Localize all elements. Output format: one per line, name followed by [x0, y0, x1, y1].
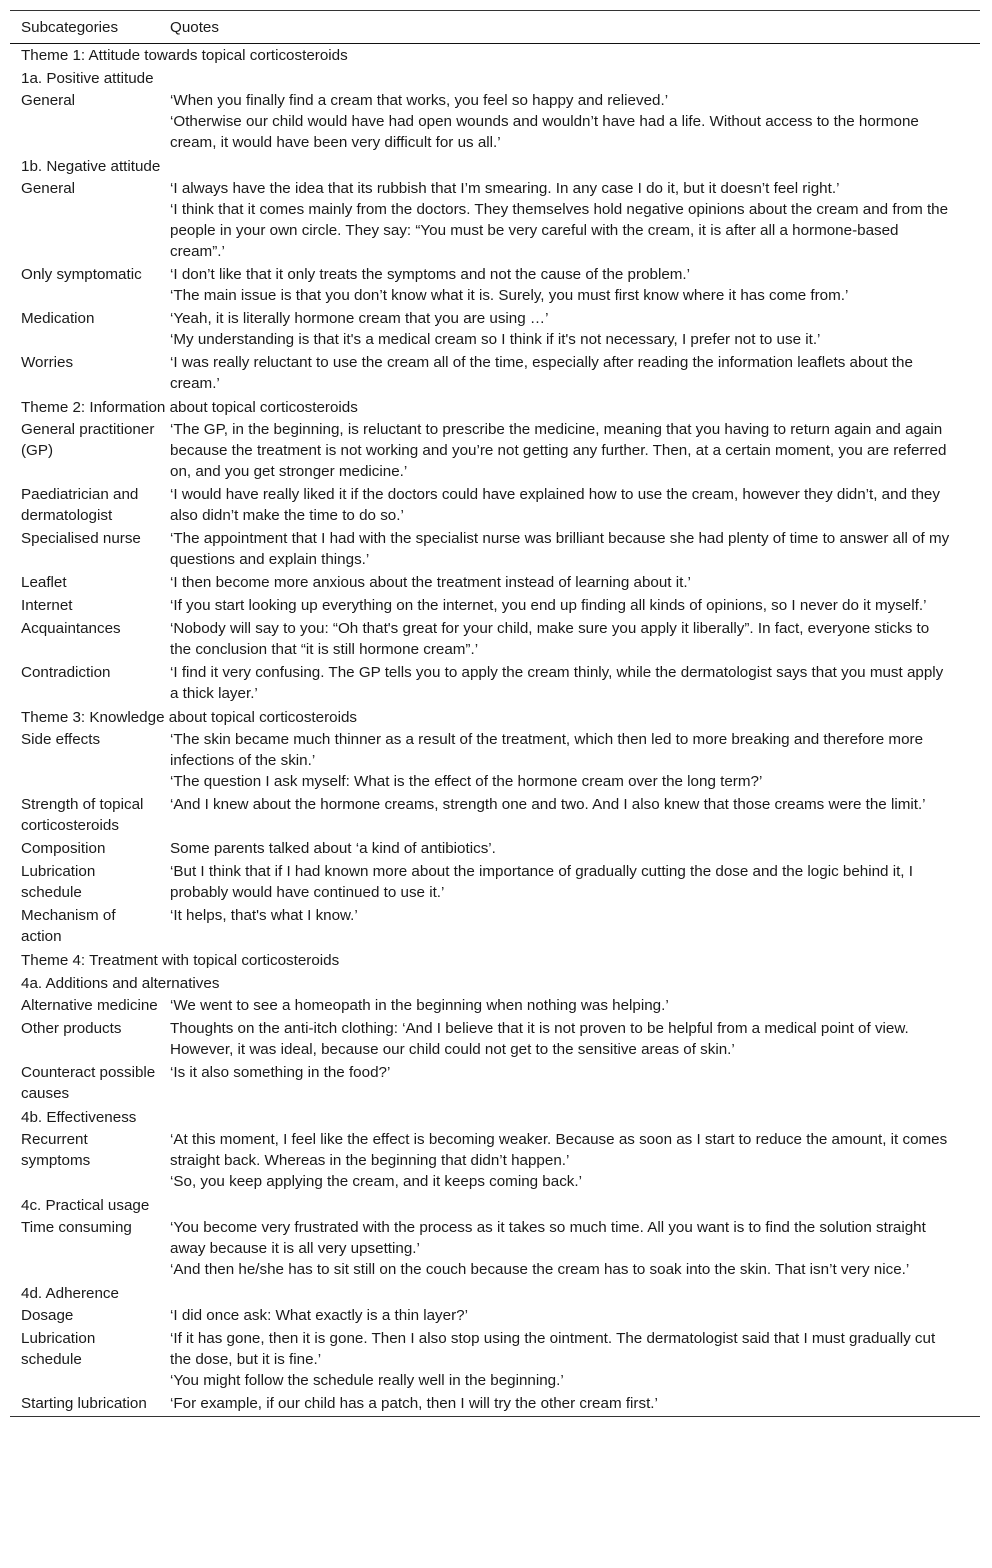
subcategory-label: Specialised nurse	[21, 530, 141, 547]
subcategory-label: Composition	[21, 840, 106, 857]
subcategory-label: General	[21, 180, 76, 197]
section-heading: 4d. Adherence	[21, 1285, 119, 1302]
quote-text: Thoughts on the anti-itch clothing: ‘And I believe that it is not proven to be helpful from a medical point of view. However, it was ideal, because our child could not get to the sensitive areas of skin.’	[170, 1020, 909, 1058]
table-row	[10, 484, 980, 528]
section-heading: Theme 4: Treatment with topical corticosteroids	[21, 952, 340, 969]
table-row	[10, 1393, 980, 1416]
quote-text: ‘The GP, in the beginning, is reluctant to prescribe the medicine, meaning that you having to return again and again because the treatment is not working and you’re not getting any further. Then, at a certain moment, you are referred on, and you get stronger medicine.’	[170, 421, 947, 480]
quotes-cell	[160, 264, 950, 306]
quote-text: ‘I would have really liked it if the doctors could have explained how to use the cream, however they didn’t, and they also didn’t make the time to do so.’	[170, 486, 940, 524]
subcategory-label: Time consuming	[21, 1219, 132, 1236]
subcategory-label: Lubrication schedule	[21, 1330, 96, 1368]
quote-text: ‘The skin became much thinner as a result of the treatment, which then led to more breaking and therefore more infections of the skin.’	[170, 731, 924, 769]
quote-text: ‘Is it also something in the food?’	[170, 1064, 391, 1081]
table-row	[10, 905, 980, 949]
section-heading: Theme 1: Attitude towards topical corticosteroids	[21, 47, 348, 64]
table-row	[10, 618, 980, 662]
quotes-cell	[160, 995, 950, 1016]
quotes-cell	[160, 419, 950, 482]
section-heading: 4c. Practical usage	[21, 1197, 150, 1214]
quote-text: ‘And then he/she has to sit still on the couch because the cream has to soak into the skin. That isn’t very nice.’	[170, 1261, 910, 1278]
quote-text: ‘But I think that if I had known more about the importance of gradually cutting the dose and the logic behind it, I probably would have continued to use it.’	[170, 863, 913, 901]
subcategory-label: Recurrent symptoms	[21, 1131, 91, 1169]
table-row	[10, 308, 980, 352]
table-row	[10, 1328, 980, 1393]
quote-text: ‘I always have the idea that its rubbish that I’m smearing. In any case I do it, but it doesn’t feel right.’	[170, 180, 840, 197]
section-heading: Theme 3: Knowledge about topical corticosteroids	[21, 709, 358, 726]
quote-text: ‘You might follow the schedule really well in the beginning.’	[170, 1372, 564, 1389]
quote-text: ‘We went to see a homeopath in the beginning when nothing was helping.’	[170, 997, 669, 1014]
section-heading: 4b. Effectiveness	[21, 1109, 137, 1126]
table-row	[10, 1062, 980, 1106]
table-row	[10, 995, 980, 1018]
subcategory-label: Counteract possible causes	[21, 1064, 156, 1102]
table-row	[10, 572, 980, 595]
quote-text: ‘Yeah, it is literally hormone cream that you are using …’	[170, 310, 549, 327]
quote-text: ‘I then become more anxious about the treatment instead of learning about it.’	[170, 574, 691, 591]
quotes-cell	[160, 1305, 950, 1326]
table-row	[10, 595, 980, 618]
quotes-cell	[160, 90, 950, 153]
header-quotes: Quotes	[170, 19, 219, 36]
table-row	[10, 1217, 980, 1282]
table-row	[10, 1305, 980, 1328]
quote-text: ‘I did once ask: What exactly is a thin layer?’	[170, 1307, 468, 1324]
subcategory-label: Acquaintances	[21, 620, 121, 637]
table-row	[10, 419, 980, 484]
quote-text: ‘I don’t like that it only treats the symptoms and not the cause of the problem.’	[170, 266, 691, 283]
section-heading: 1a. Positive attitude	[21, 70, 154, 87]
table-row	[10, 1018, 980, 1062]
subcategory-label: Leaflet	[21, 574, 67, 591]
table-row	[10, 861, 980, 905]
quote-text: ‘If it has gone, then it is gone. Then I also stop using the ointment. The dermatologist said that I must gradually cut the dose, but it is fine.’	[170, 1330, 936, 1368]
section-heading: Theme 2: Information about topical corticosteroids	[21, 399, 358, 416]
quote-text: Some parents talked about ‘a kind of antibiotics’.	[170, 840, 496, 857]
quote-text: ‘It helps, that's what I know.’	[170, 907, 358, 924]
quotes-cell	[160, 528, 950, 570]
table-header	[10, 11, 980, 44]
header-subcategories: Subcategories	[21, 19, 119, 36]
quote-text: ‘For example, if our child has a patch, then I will try the other cream first.’	[170, 1395, 658, 1412]
quotes-cell	[160, 729, 950, 792]
table-row	[10, 352, 980, 396]
table-body	[10, 44, 980, 1416]
quotes-cell	[160, 1062, 950, 1104]
table-row	[10, 838, 980, 861]
table-row	[10, 90, 980, 155]
quotes-table	[10, 10, 980, 1417]
subcategory-label: Other products	[21, 1020, 122, 1037]
quotes-cell	[160, 1328, 950, 1391]
subcategory-label: Lubrication schedule	[21, 863, 96, 901]
quote-text: ‘I find it very confusing. The GP tells you to apply the cream thinly, while the dermatologist says that you must apply a thick layer.’	[170, 664, 944, 702]
quote-text: ‘If you start looking up everything on the internet, you end up finding all kinds of opinions, so I never do it myself.’	[170, 597, 927, 614]
subcategory-label: Medication	[21, 310, 95, 327]
quotes-cell	[160, 308, 950, 350]
subcategory-label: Side effects	[21, 731, 101, 748]
quotes-cell	[160, 794, 950, 836]
quote-text: ‘The question I ask myself: What is the effect of the hormone cream over the long term?’	[170, 773, 763, 790]
quotes-cell	[160, 1129, 950, 1192]
section-heading: 1b. Negative attitude	[21, 158, 161, 175]
quotes-cell	[160, 1217, 950, 1280]
quotes-cell	[160, 618, 950, 660]
quotes-cell	[160, 178, 950, 262]
quote-text: ‘So, you keep applying the cream, and it keeps coming back.’	[170, 1173, 582, 1190]
quote-text: ‘Otherwise our child would have had open wounds and wouldn’t have had a life. Without access to the hormone cream, it would have been very difficult for us all.’	[170, 113, 919, 151]
subcategory-label: Worries	[21, 354, 74, 371]
quote-text: ‘Nobody will say to you: “Oh that's great for your child, make sure you apply it liberally”. In fact, everyone sticks to the conclusion that “it is still hormone cream”.’	[170, 620, 930, 658]
subcategory-label: Mechanism of action	[21, 907, 116, 945]
quote-text: ‘At this moment, I feel like the effect is becoming weaker. Because as soon as I start to reduce the amount, it comes straight back. Whereas in the beginning that didn’t happen.’	[170, 1131, 948, 1169]
quotes-cell	[160, 484, 950, 526]
quotes-cell	[160, 1393, 950, 1414]
quotes-cell	[160, 861, 950, 903]
subcategory-label: General	[21, 92, 76, 109]
subcategory-label: Contradiction	[21, 664, 111, 681]
table-row	[10, 264, 980, 308]
subcategory-label: Strength of topical corticosteroids	[21, 796, 144, 834]
quote-text: ‘You become very frustrated with the process as it takes so much time. All you want is to find the solution straight away because it is all very upsetting.’	[170, 1219, 926, 1257]
table-row	[10, 662, 980, 706]
subcategory-label: Starting lubrication	[21, 1395, 147, 1412]
quotes-cell	[160, 572, 950, 593]
quote-text: ‘When you finally find a cream that works, you feel so happy and relieved.’	[170, 92, 669, 109]
quote-text: ‘I was really reluctant to use the cream all of the time, especially after reading the information leaflets about the cream.’	[170, 354, 913, 392]
table-row	[10, 178, 980, 264]
table-row	[10, 528, 980, 572]
quotes-cell	[160, 905, 950, 947]
quotes-cell	[160, 352, 950, 394]
subcategory-label: Only symptomatic	[21, 266, 142, 283]
subcategory-label: General practitioner (GP)	[21, 421, 155, 459]
subcategory-label: Dosage	[21, 1307, 74, 1324]
quote-text: ‘The appointment that I had with the specialist nurse was brilliant because she had plenty of time to answer all of my questions and explain things.’	[170, 530, 950, 568]
quote-text: ‘I think that it comes mainly from the doctors. They themselves hold negative opinions about the cream and from the people in your own circle. They say: “You must be very careful with the cream, it is after all a hormone-based cream”.’	[170, 201, 949, 260]
quotes-cell	[160, 595, 950, 616]
table-row	[10, 1129, 980, 1194]
subcategory-label: Internet	[21, 597, 73, 614]
quotes-cell	[160, 838, 950, 859]
quotes-cell	[160, 662, 950, 704]
quote-text: ‘My understanding is that it's a medical cream so I think if it's not necessary, I prefer not to use it.’	[170, 331, 821, 348]
quotes-cell	[160, 1018, 950, 1060]
table-row	[10, 794, 980, 838]
quote-text: ‘The main issue is that you don’t know what it is. Surely, you must first know where it has come from.’	[170, 287, 849, 304]
quote-text: ‘And I knew about the hormone creams, strength one and two. And I also knew that those creams were the limit.’	[170, 796, 926, 813]
section-heading: 4a. Additions and alternatives	[21, 975, 220, 992]
subcategory-label: Alternative medicine	[21, 997, 158, 1014]
table-row	[10, 729, 980, 794]
subcategory-label: Paediatrician and dermatologist	[21, 486, 139, 524]
